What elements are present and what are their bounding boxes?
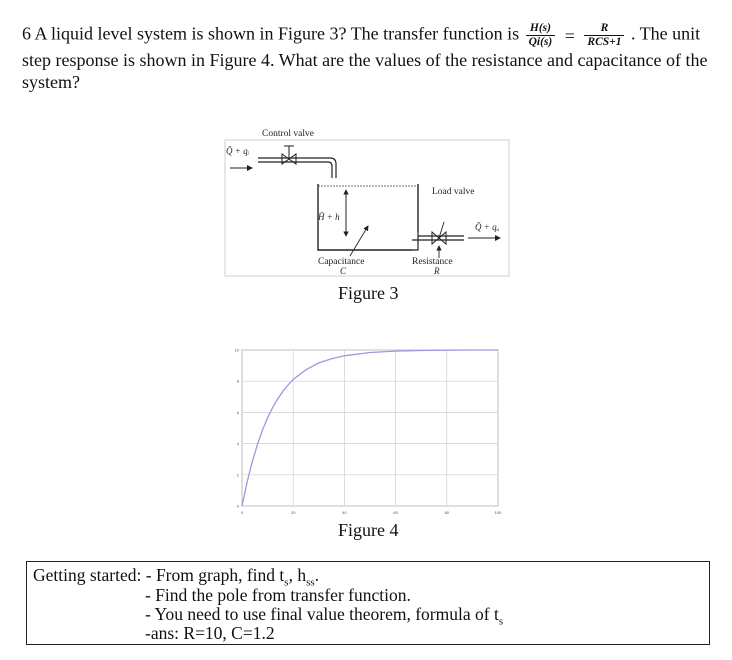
outflow-label: Q̄ + qₒ xyxy=(475,222,500,232)
load-valve-icon xyxy=(432,222,446,244)
figure-4 xyxy=(228,344,508,544)
capacitance-pointer xyxy=(350,226,368,256)
tf-equals: = xyxy=(564,25,575,46)
question-text xyxy=(22,22,712,93)
x-tick-label: 40 xyxy=(342,510,347,515)
step-3-sub: s xyxy=(498,615,504,628)
y-tick-label: 2 xyxy=(236,472,239,478)
step-response-chart xyxy=(228,344,508,519)
capacitance-symbol: C xyxy=(340,266,347,276)
y-tick-label: 4 xyxy=(236,441,239,447)
intro-sub-ss: ss xyxy=(306,576,315,589)
intro-end: . xyxy=(314,565,319,585)
question-line-1 xyxy=(22,22,712,49)
x-tick-label: 20 xyxy=(290,510,296,515)
control-valve-icon xyxy=(282,146,296,164)
capacitance-label: Capacitance xyxy=(318,257,365,267)
figure-3-caption: Figure 3 xyxy=(338,283,399,303)
y-tick-label: 6 xyxy=(236,409,239,415)
y-tick-label: 8 xyxy=(236,378,239,384)
question-line-1-end: . The unit xyxy=(630,23,701,44)
intro-sub-s: s xyxy=(284,576,289,589)
x-tick-label: 0 xyxy=(240,510,244,515)
diagram-frame xyxy=(225,140,509,276)
level-label: H̄ + h xyxy=(318,212,340,222)
tf-lhs-fraction xyxy=(526,22,556,49)
question-line-2: step response is shown in Figure 4. What are the values of the resistance and capacitance of the xyxy=(22,50,708,70)
load-valve-label: Load valve xyxy=(432,187,475,197)
y-tick-label: 0 xyxy=(236,503,239,509)
x-tick-label: 100 xyxy=(494,510,502,515)
question-line-1-text: 6 A liquid level system is shown in Figure 3? The transfer function is xyxy=(22,23,520,44)
x-tick-label: 80 xyxy=(444,510,450,515)
figure-3 xyxy=(222,122,512,312)
intro-mid: , h xyxy=(288,565,307,585)
tf-rhs-denominator: RCS+1 xyxy=(587,36,622,48)
step-response-curve xyxy=(242,350,498,506)
figure-4-caption: Figure 4 xyxy=(338,520,399,540)
getting-started-step-2: - Find the pole from transfer function. xyxy=(145,585,411,605)
plot-area xyxy=(242,350,498,506)
y-tick-label: 10 xyxy=(234,347,239,353)
inflow-pipe xyxy=(258,158,336,178)
step-3-text: - You need to use final value theorem, formula of t xyxy=(145,604,499,624)
tf-rhs-numerator: R xyxy=(584,22,624,36)
getting-started-answer: -ans: R=10, C=1.2 xyxy=(145,623,275,643)
tf-rhs-fraction xyxy=(584,22,624,49)
control-valve-label: Control valve xyxy=(262,129,314,139)
question-line-3: system? xyxy=(22,72,80,92)
tf-lhs-numerator: H(s) xyxy=(526,22,556,36)
resistance-label: Resistance xyxy=(412,257,453,267)
inflow-label: Q̄ + qᵢ xyxy=(226,146,249,156)
getting-started-box xyxy=(26,561,710,645)
tf-lhs-denominator: Qi(s) xyxy=(528,36,553,48)
x-tick-label: 60 xyxy=(393,510,398,515)
resistance-symbol: R xyxy=(434,266,440,276)
intro-text: Getting started: - From graph, find t xyxy=(33,565,285,585)
